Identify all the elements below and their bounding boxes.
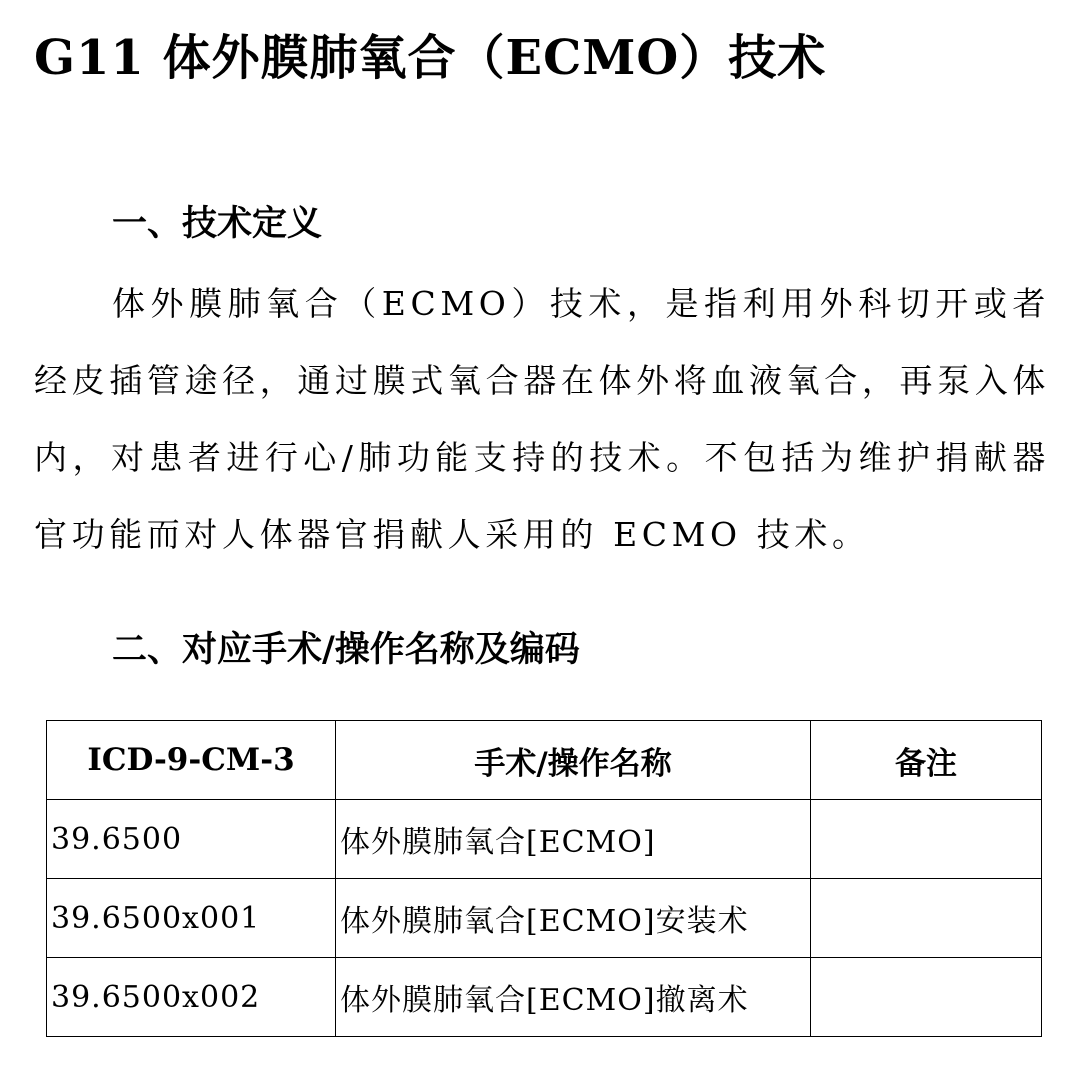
cell-procedure-name: 体外膜肺氧合[ECMO]安装术: [336, 879, 811, 958]
cell-procedure-name: 体外膜肺氧合[ECMO]: [336, 800, 811, 879]
section-heading-codes: 二、对应手术/操作名称及编码: [112, 630, 580, 670]
table-row: [47, 879, 1042, 958]
table-row: [47, 800, 1042, 879]
document-title: G11 体外膜肺氧合（ECMO）技术: [34, 30, 827, 86]
table-header-row: [47, 721, 1042, 800]
cell-note: [811, 958, 1042, 1037]
cell-code: 39.6500x002: [47, 958, 336, 1037]
definition-paragraph: 体外膜肺氧合（ECMO）技术，是指利用外科切开或者经皮插管途径，通过膜式氧合器在体外将血液氧合，再泵入体内，对患者进行心/肺功能支持的技术。不包括为维护捐献器官功能而对人体器官捐献人采用的 ECMO 技术。: [34, 284, 1050, 554]
procedure-code-table: [46, 720, 1042, 1037]
cell-note: [811, 879, 1042, 958]
section-heading-definition: 一、技术定义: [112, 204, 323, 244]
cell-note: [811, 800, 1042, 879]
header-note: 备注: [811, 721, 1042, 800]
cell-code: 39.6500x001: [47, 879, 336, 958]
header-procedure-name: 手术/操作名称: [336, 721, 811, 800]
header-icd-code: ICD-9-CM-3: [47, 721, 336, 800]
cell-procedure-name: 体外膜肺氧合[ECMO]撤离术: [336, 958, 811, 1037]
cell-code: 39.6500: [47, 800, 336, 879]
table-row: [47, 958, 1042, 1037]
